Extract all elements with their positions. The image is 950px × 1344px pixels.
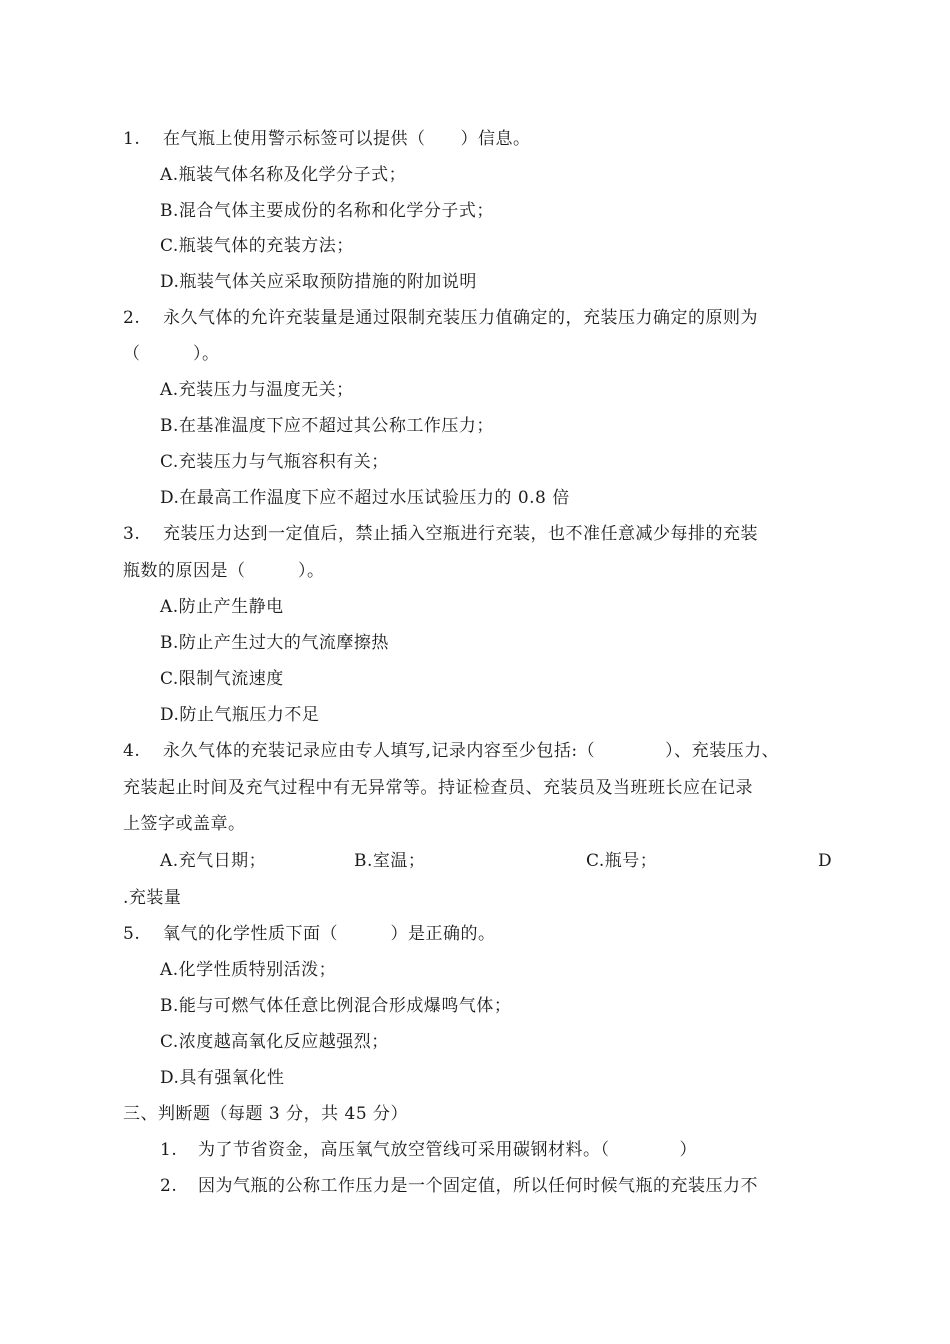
- question-4-option-a: A.充气日期；: [160, 851, 267, 871]
- question-number: 4.: [123, 741, 141, 761]
- question-2-option-a: A.充装压力与温度无关；: [160, 380, 354, 400]
- question-text: 充装压力达到一定值后，禁止插入空瓶进行充装，也不准任意减少每排的充装: [163, 524, 758, 544]
- question-3-option-c: C.限制气流速度: [160, 669, 284, 689]
- question-number: 3.: [123, 524, 141, 544]
- question-4-option-b: B.室温；: [354, 851, 426, 871]
- item-number: 1.: [160, 1140, 178, 1160]
- question-1-option-b: B.混合气体主要成份的名称和化学分子式；: [160, 201, 494, 221]
- question-5-option-a: A.化学性质特别活泼；: [160, 960, 337, 980]
- item-text: 因为气瓶的公称工作压力是一个固定值，所以任何时候气瓶的充装压力不: [198, 1176, 758, 1196]
- question-3-option-a: A.防止产生静电: [160, 597, 284, 617]
- judgement-item-2: [160, 1174, 758, 1198]
- question-2-stem: [123, 306, 758, 330]
- question-4-stem-continued: 充装起止时间及充气过程中有无异常等。持证检查员、充装员及当班班长应在记录: [123, 778, 753, 798]
- question-text: 氧气的化学性质下面（ ）是正确的。: [163, 924, 496, 944]
- section-3-heading: 三、判断题（每题 3 分，共 45 分）: [123, 1104, 409, 1124]
- question-4-stem-continued: 上签字或盖章。: [123, 814, 246, 834]
- judgement-item-1: [160, 1138, 697, 1162]
- question-4-option-d: D: [818, 851, 833, 871]
- question-5-option-c: C.浓度越高氧化反应越强烈；: [160, 1032, 389, 1052]
- question-5-option-d: D.具有强氧化性: [160, 1068, 285, 1088]
- question-1-option-c: C.瓶装气体的充装方法；: [160, 236, 354, 256]
- question-text: 永久气体的充装记录应由专人填写,记录内容至少包括:（ ）、充装压力、: [163, 741, 780, 761]
- question-1-stem: [123, 127, 531, 151]
- question-2-option-b: B.在基准温度下应不超过其公称工作压力；: [160, 416, 494, 436]
- question-2-option-d: D.在最高工作温度下应不超过水压试验压力的 0.8 倍: [160, 488, 570, 508]
- item-number: 2.: [160, 1176, 178, 1196]
- question-3-option-b: B.防止产生过大的气流摩擦热: [160, 633, 389, 653]
- question-4-stem: [123, 739, 779, 763]
- question-5-option-b: B.能与可燃气体任意比例混合形成爆鸣气体；: [160, 996, 512, 1016]
- question-number: 5.: [123, 924, 141, 944]
- question-text: 在气瓶上使用警示标签可以提供（ ）信息。: [163, 129, 531, 149]
- question-number: 2.: [123, 308, 141, 328]
- question-1-option-d: D.瓶装气体关应采取预防措施的附加说明: [160, 272, 477, 292]
- question-4-option-c: C.瓶号；: [586, 851, 658, 871]
- question-4-option-d-continued: .充装量: [123, 888, 182, 908]
- question-number: 1.: [123, 129, 141, 149]
- question-2-option-c: C.充装压力与气瓶容积有关；: [160, 452, 389, 472]
- question-1-option-a: A.瓶装气体名称及化学分子式；: [160, 165, 407, 185]
- question-3-option-d: D.防止气瓶压力不足: [160, 705, 320, 725]
- item-text: 为了节省资金，高压氧气放空管线可采用碳钢材料。（ ）: [198, 1140, 697, 1160]
- question-text: 永久气体的允许充装量是通过限制充装压力值确定的，充装压力确定的原则为: [163, 308, 758, 328]
- question-5-stem: [123, 922, 496, 946]
- question-3-stem: [123, 522, 758, 546]
- question-3-stem-continued: 瓶数的原因是（ ）。: [123, 561, 325, 581]
- question-2-stem-continued: （ ）。: [123, 344, 220, 364]
